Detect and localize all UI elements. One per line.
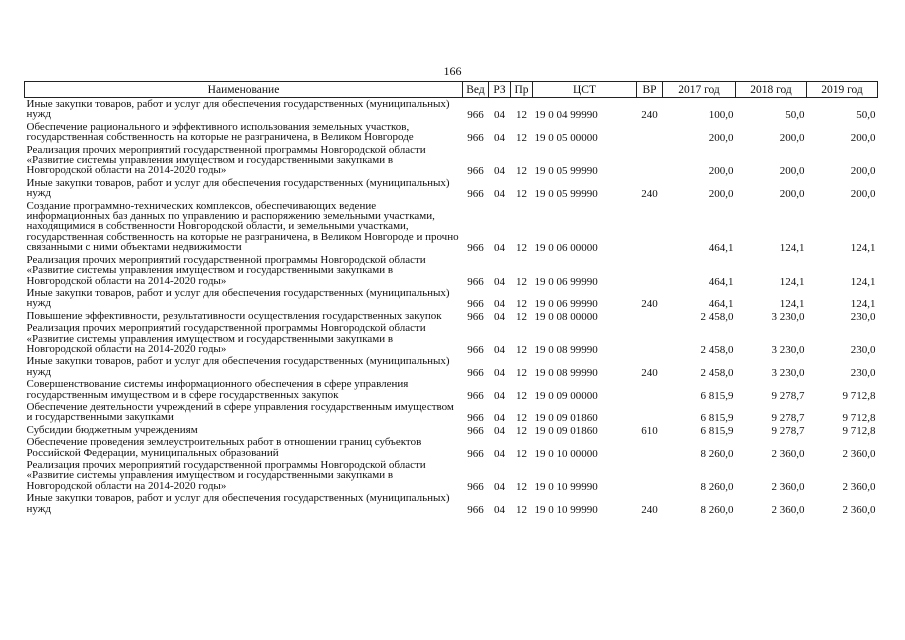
cell-2019: 2 360,0 [842,503,876,516]
cell-ved: 966 [467,389,484,402]
cell-2017: 8 260,0 [700,480,734,493]
cell-rz: 04 [494,165,505,178]
cell-2019: 9 712,8 [842,424,876,437]
cell-2018: 2 360,0 [771,503,805,516]
cell-vr: 240 [641,109,658,122]
cell-name: Иные закупки товаров, работ и услуг для обеспечения государственных (муниципальных) нужд [26,492,450,515]
cell-2017: 464,1 [708,275,734,288]
cell-vr [637,436,663,459]
cell-vr: 240 [641,298,658,311]
cell-2017: 464,1 [708,298,734,311]
cell-cst: 19 0 08 99990 [534,343,598,356]
cell-rz: 04 [494,310,505,323]
cell-name: Иные закупки товаров, работ и услуг для обеспечения государственных (муниципальных) нужд [26,98,450,121]
cell-rz: 04 [494,366,505,379]
column-header-2017: 2017 год [663,82,736,98]
cell-name: Реализация прочих мероприятий государственной программы Новгородской области «Развитие системы управления имуществом и государственными закупками в Новгородской области на 2014-2020 годы» [26,322,426,355]
cell-cst: 19 0 06 99990 [534,275,598,288]
table-row [25,98,878,121]
cell-cst: 19 0 10 99990 [534,503,598,516]
cell-cst: 19 0 05 99990 [534,165,598,178]
table-row [25,287,878,310]
cell-pr: 12 [516,188,527,201]
cell-2017: 6 815,9 [700,412,734,425]
cell-name: Реализация прочих мероприятий государственной программы Новгородской области «Развитие системы управления имуществом и государственными закупками в Новгородской области на 2014-2020 годы» [26,253,426,287]
cell-ved: 966 [467,480,484,493]
cell-2018: 9 278,7 [771,424,805,437]
cell-2019: 230,0 [850,366,876,379]
cell-2019: 230,0 [850,343,876,356]
cell-cst: 19 0 09 01860 [534,412,598,425]
cell-vr: 610 [641,424,658,437]
cell-name: Совершенствование системы информационного обеспечения в сфере управления государственным имуществом и в сфере государственных закупок [26,378,409,401]
cell-pr: 12 [516,447,527,460]
table-row [25,355,878,378]
table-row [25,322,878,355]
cell-2018: 200,0 [779,188,805,201]
cell-rz: 04 [494,109,505,122]
cell-ved: 966 [467,447,484,460]
cell-2017: 2 458,0 [700,310,734,323]
cell-vr: 240 [641,366,658,379]
cell-2017: 6 815,9 [700,389,734,402]
table-row [25,200,878,254]
cell-rz: 04 [494,503,505,516]
cell-2019: 230,0 [850,310,876,323]
cell-cst: 19 0 08 00000 [534,310,598,323]
cell-ved: 966 [467,275,484,288]
table-row [25,401,878,424]
cell-rz: 04 [494,480,505,493]
cell-pr: 12 [516,343,527,356]
cell-ved: 966 [467,109,484,122]
cell-2019: 124,1 [850,298,876,311]
cell-name: Иные закупки товаров, работ и услуг для обеспечения государственных (муниципальных) нужд [26,355,450,378]
cell-2019: 200,0 [850,188,876,201]
cell-cst: 19 0 04 99990 [534,109,598,122]
table-row [25,424,878,436]
cell-name: Повышение эффективности, результативности осуществления государственных закупок [26,309,442,322]
cell-rz: 04 [494,188,505,201]
cell-name: Обеспечение проведения землеустроительных работ в отношении границ субъектов Российской Федерации, муниципальных образований [26,436,422,459]
table-header-row [25,82,878,98]
page-number: 166 [443,64,462,78]
cell-rz: 04 [494,424,505,437]
cell-vr: 240 [641,188,658,201]
cell-cst: 19 0 10 00000 [534,447,598,460]
table-row [25,310,878,322]
cell-ved: 966 [467,503,484,516]
cell-2017: 100,0 [708,109,734,122]
cell-pr: 12 [516,424,527,437]
cell-cst: 19 0 05 99990 [534,188,598,201]
table-row [25,378,878,401]
cell-2018: 200,0 [779,132,805,145]
cell-2018: 2 360,0 [771,447,805,460]
table-row [25,459,878,492]
cell-rz: 04 [494,298,505,311]
cell-vr [637,378,663,401]
cell-vr [637,322,663,355]
cell-rz: 04 [494,447,505,460]
cell-ved: 966 [467,366,484,379]
cell-2017: 200,0 [708,165,734,178]
cell-ved: 966 [467,242,484,255]
cell-2019: 124,1 [850,275,876,288]
cell-rz: 04 [494,275,505,288]
cell-cst: 19 0 06 99990 [534,298,598,311]
cell-vr [637,459,663,492]
cell-rz: 04 [494,389,505,402]
cell-pr: 12 [516,165,527,178]
cell-name: Иные закупки товаров, работ и услуг для обеспечения государственных (муниципальных) нужд [26,286,450,310]
table-row [25,177,878,200]
cell-2018: 124,1 [779,298,805,311]
column-header-name: Наименование [25,82,463,98]
cell-vr [637,144,663,177]
cell-cst: 19 0 06 00000 [534,242,598,255]
cell-2018: 9 278,7 [771,389,805,402]
cell-2017: 2 458,0 [700,343,734,356]
cell-name: Субсидии бюджетным учреждениям [26,423,198,436]
cell-ved: 966 [467,424,484,437]
cell-vr [637,121,663,144]
column-header-ved: Вед [463,82,489,98]
cell-vr [637,200,663,254]
cell-2017: 8 260,0 [700,447,734,460]
cell-pr: 12 [516,242,527,255]
cell-name: Иные закупки товаров, работ и услуг для обеспечения государственных (муниципальных) нужд [26,176,450,200]
cell-2019: 200,0 [850,132,876,145]
cell-cst: 19 0 08 99990 [534,366,598,379]
cell-2017: 200,0 [708,132,734,145]
cell-rz: 04 [494,242,505,255]
cell-rz: 04 [494,132,505,145]
cell-ved: 966 [467,165,484,178]
table-row [25,144,878,177]
cell-pr: 12 [516,298,527,311]
cell-2017: 6 815,9 [700,424,734,437]
cell-pr: 12 [516,132,527,145]
cell-2018: 3 230,0 [771,310,805,323]
cell-2019: 2 360,0 [842,447,876,460]
table-row [25,436,878,459]
cell-pr: 12 [516,275,527,288]
cell-rz: 04 [494,412,505,425]
cell-ved: 966 [467,343,484,356]
cell-pr: 12 [516,109,527,122]
cell-cst: 19 0 09 01860 [534,424,598,437]
column-header-vr: ВР [637,82,663,98]
table-row [25,121,878,144]
cell-2017: 200,0 [708,188,734,201]
cell-pr: 12 [516,480,527,493]
budget-table [24,81,878,515]
cell-rz: 04 [494,343,505,356]
column-header-2019: 2019 год [807,82,878,98]
cell-pr: 12 [516,503,527,516]
cell-ved: 966 [467,412,484,425]
cell-2018: 124,1 [779,242,805,255]
column-header-cst: ЦСТ [533,82,637,98]
column-header-rz: РЗ [489,82,511,98]
cell-2018: 2 360,0 [771,480,805,493]
cell-cst: 19 0 09 00000 [534,389,598,402]
cell-vr [637,254,663,287]
cell-ved: 966 [467,132,484,145]
cell-2019: 50,0 [856,109,876,122]
cell-name: Реализация прочих мероприятий государственной программы Новгородской области «Развитие системы управления имуществом и государственными закупками в Новгородской области на 2014-2020 годы» [26,459,426,492]
cell-2018: 3 230,0 [771,366,805,379]
cell-2019: 9 712,8 [842,412,876,425]
cell-2018: 124,1 [779,275,805,288]
cell-2019: 124,1 [850,242,876,255]
table-row [25,254,878,287]
cell-2018: 3 230,0 [771,343,805,356]
cell-pr: 12 [516,366,527,379]
cell-2018: 200,0 [779,165,805,178]
table-row [25,492,878,515]
column-header-2018: 2018 год [736,82,807,98]
cell-name: Обеспечение деятельности учреждений в сфере управления государственным имуществом и государственными закупками [26,400,454,424]
cell-pr: 12 [516,389,527,402]
cell-ved: 966 [467,310,484,323]
cell-2017: 464,1 [708,242,734,255]
cell-name: Реализация прочих мероприятий государственной программы Новгородской области «Развитие системы управления имуществом и государственными закупками в Новгородской области на 2014-2020 годы» [26,143,426,177]
cell-2018: 9 278,7 [771,412,805,425]
cell-2019: 2 360,0 [842,480,876,493]
cell-name: Создание программно-технических комплексов, обеспечивающих ведение информационных баз данных по управлению и распоряжению земельными участками, находящимися в собственности Новгородской области, и земельными участками, государственная собственность на которые не разграничена, в Великом Новгороде и прочно связанными с ними объектами недвижимости [26,199,459,254]
table-body [25,98,878,516]
cell-2019: 200,0 [850,165,876,178]
cell-vr [637,401,663,424]
cell-cst: 19 0 10 99990 [534,480,598,493]
cell-vr [637,310,663,322]
cell-ved: 966 [467,298,484,311]
cell-2019: 9 712,8 [842,389,876,402]
cell-vr: 240 [641,503,658,516]
cell-pr: 12 [516,412,527,425]
cell-2017: 2 458,0 [700,366,734,379]
cell-ved: 966 [467,188,484,201]
cell-pr: 12 [516,310,527,323]
cell-name: Обеспечение рационального и эффективного использования земельных участков, государственная собственность на которые не разграничена, в Великом Новгороде [26,120,414,144]
column-header-pr: Пр [511,82,533,98]
cell-cst: 19 0 05 00000 [534,132,598,145]
cell-2017: 8 260,0 [700,503,734,516]
cell-2018: 50,0 [785,109,805,122]
